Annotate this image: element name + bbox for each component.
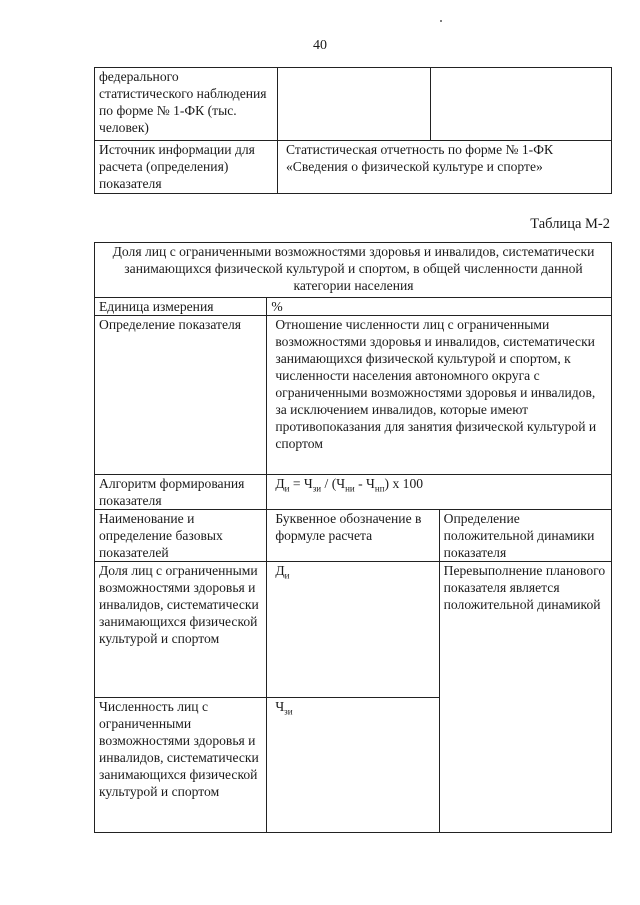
- base-indicator-name: Доля лиц с ограниченными возможностями здоровья и инвалидов, систематически занимающихся физической культурой и спортом: [95, 562, 267, 698]
- algorithm-label: Алгоритм формирования показателя: [95, 475, 267, 510]
- formula-symbol: Д: [275, 476, 285, 491]
- formula-operator: ) x 100: [384, 476, 424, 491]
- table-row: [95, 243, 612, 298]
- column-header-dynamics: Определение положительной динамики показателя: [439, 510, 611, 562]
- formula-operator: / (: [321, 476, 337, 491]
- table-row: [95, 510, 612, 562]
- continued-table: [94, 67, 612, 194]
- table-row: [95, 141, 612, 194]
- table-row: [95, 562, 612, 698]
- definition-value: Отношение численности лиц с ограниченными возможностями здоровья и инвалидов, систематически занимающихся физической культурой и спортом, к численности населения автономного округа с ограниченными возможностями здоровья и инвалидов, за исключением инвалидов, которые имеют противопоказания для занятия физической культурой и спортом: [267, 316, 612, 475]
- page-number: 40: [313, 38, 327, 53]
- formula-operator: =: [289, 476, 304, 491]
- formula-subscript: зи: [312, 483, 322, 494]
- formula-subscript: ни: [345, 483, 355, 494]
- scan-dot: [440, 20, 442, 22]
- base-indicator-symbol: [267, 698, 439, 833]
- unit-value: %: [267, 298, 612, 316]
- formula: [267, 475, 612, 510]
- source-value: Статистическая отчетность по форме № 1-ФК «Сведения о физической культуре и спорте»: [278, 141, 612, 194]
- formula-symbol: Ч: [336, 476, 346, 491]
- formula-subscript: нп: [374, 483, 385, 494]
- column-header-name: Наименование и определение базовых показателей: [95, 510, 267, 562]
- symbol-subscript: и: [284, 570, 290, 581]
- definition-label: Определение показателя: [95, 316, 267, 475]
- unit-label: Единица измерения: [95, 298, 267, 316]
- base-indicator-symbol: [267, 562, 439, 698]
- indicator-table: [94, 242, 612, 833]
- table-row: [95, 298, 612, 316]
- indicator-title: Доля лиц с ограниченными возможностями здоровья и инвалидов, систематически занимающихся физической культурой и спортом, в общей численности данной категории населения: [95, 243, 612, 298]
- formula-subscript: и: [284, 483, 290, 494]
- formula-symbol: Ч: [303, 476, 313, 491]
- table-row: [95, 68, 612, 141]
- source-label: Источник информации для расчета (определения) показателя: [95, 141, 278, 194]
- table-row: [95, 316, 612, 475]
- table-label: Таблица М-2: [530, 216, 610, 232]
- formula-symbol: Ч: [366, 476, 375, 491]
- continued-cell-text: федерального статистического наблюдения по форме № 1-ФК (тыс. человек): [95, 68, 278, 141]
- dynamics-value: Перевыполнение планового показателя является положительной динамикой: [439, 562, 611, 833]
- symbol-subscript: зи: [284, 706, 293, 717]
- table-row: [95, 475, 612, 510]
- empty-cell: [431, 68, 612, 141]
- formula-operator: -: [354, 476, 367, 491]
- symbol-letter: Ч: [275, 699, 285, 714]
- base-indicator-name: Численность лиц с ограниченными возможностями здоровья и инвалидов, систематически занимающихся физической культурой и спортом: [95, 698, 267, 833]
- empty-cell: [278, 68, 431, 141]
- column-header-symbol: Буквенное обозначение в формуле расчета: [267, 510, 439, 562]
- symbol-letter: Д: [275, 563, 285, 578]
